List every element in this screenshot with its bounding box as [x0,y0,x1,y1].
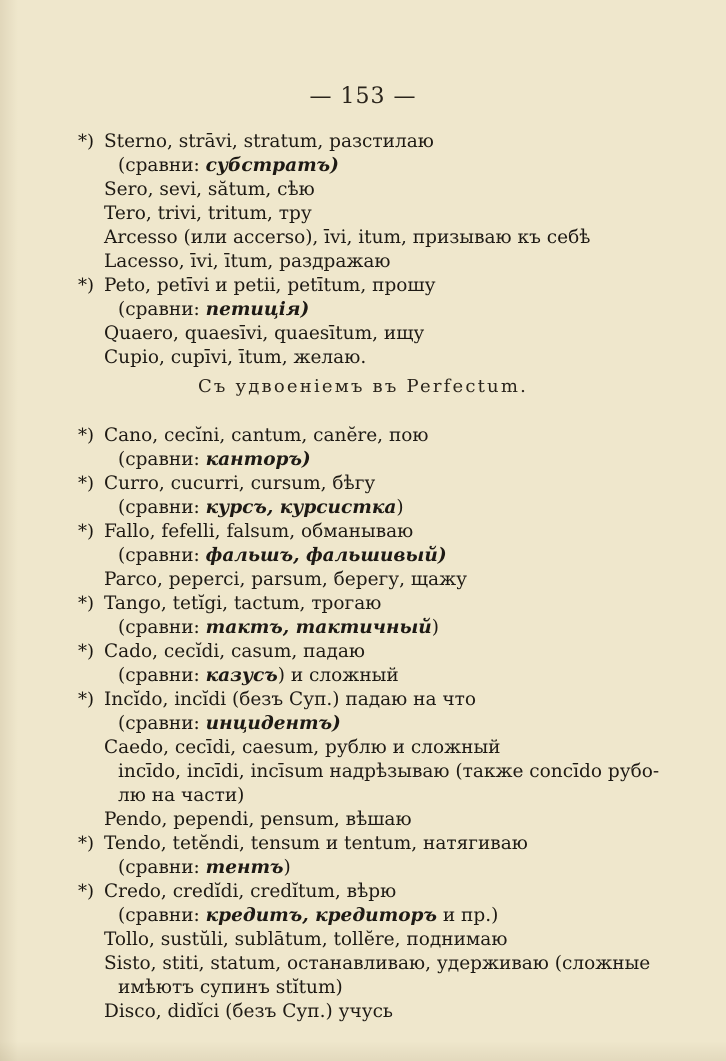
footnote-marker: *) [77,131,94,152]
text-segment: incīdo, incīdi, incīsum надрѣзываю (также concīdo рубо- [118,761,660,782]
text-line [0,784,726,808]
text-segment: Sterno, strāvi, stratum, разстилаю [104,131,434,152]
italic-example: казусъ [205,665,278,686]
text-segment: Disco, didĭci (безъ Суп.) учусь [104,1001,394,1022]
text-line [0,496,726,520]
text-segment: Lacesso, īvi, ītum, раздражаю [104,251,391,272]
text-line [0,856,726,880]
text-segment: Tendo, tetĕndi, tensum и tentum, натягиваю [104,833,528,854]
line-text [118,448,311,472]
text-segment: (сравни: [118,449,206,470]
text-segment: (сравни: [118,497,206,518]
line-text [104,274,436,298]
italic-example: инцидентъ) [205,713,341,734]
text-segment: Cano, cecĭni, cantum, canĕre, пою [104,425,429,446]
italic-example: петиція) [205,299,310,320]
text-line [0,298,726,322]
text-line [0,808,726,832]
text-segment: ) [431,617,439,638]
line-text [104,1000,393,1024]
italic-example: фальшъ, фальшивый) [205,545,447,566]
text-line [0,736,726,760]
text-line [0,472,726,496]
section-heading: Съ удвоеніемъ въ Perfectum. [197,376,529,397]
text-segment: Cupio, cupīvi, ītum, желаю. [104,347,367,368]
text-segment: и пр.) [436,905,499,926]
line-text [104,130,434,154]
italic-example: кредитъ, кредиторъ [205,905,437,926]
text-segment: (сравни: [118,713,206,734]
text-line [0,520,726,544]
line-text [118,976,343,1000]
text-line [0,202,726,226]
text-segment: Pendo, pependi, pensum, вѣшаю [104,809,412,830]
text-segment: Credo, credĭdi, credĭtum, вѣрю [104,881,397,902]
footnote-marker: *) [77,881,94,902]
text-line [0,880,726,904]
line-text [118,154,339,178]
line-text [104,808,412,832]
text-segment: Fallo, fefelli, falsum, обманываю [104,521,414,542]
text-line [0,250,726,274]
line-text [104,880,396,904]
line-text [118,664,399,688]
text-segment: (сравни: [118,905,206,926]
text-line [0,928,726,952]
text-line [0,448,726,472]
italic-example: тентъ [205,857,284,878]
text-line [0,178,726,202]
line-text [118,298,309,322]
text-line [0,592,726,616]
italic-example: канторъ) [205,449,311,470]
footnote-marker: *) [77,689,94,710]
text-line [0,832,726,856]
text-segment: (сравни: [118,155,206,176]
text-line [0,760,726,784]
text-segment: Tango, tetĭgi, tactum, трогаю [104,593,382,614]
footnote-marker: *) [77,425,94,446]
line-text [104,424,429,448]
text-segment: (сравни: [118,545,206,566]
text-line [0,904,726,928]
text-line [0,130,726,154]
text-segment: Tollo, sustŭli, sublātum, tollĕre, поднимаю [104,929,508,950]
text-segment: ) [396,497,404,518]
line-text [118,712,341,736]
text-segment: Peto, petīvi и petii, petītum, прошу [104,275,436,296]
text-line [0,1000,726,1024]
text-segment: (сравни: [118,299,206,320]
line-text [118,760,659,784]
footnote-marker: *) [77,521,94,542]
italic-example: субстратъ) [205,155,339,176]
line-text [104,226,590,250]
footnote-marker: *) [77,833,94,854]
line-text [104,250,391,274]
text-segment: Quaero, quaesīvi, quaesītum, ищу [104,323,425,344]
text-segment: Incĭdo, incĭdi (безъ Суп.) падаю на что [104,689,476,710]
line-text [104,472,375,496]
line-text [104,568,467,592]
page-number: — 153 — [309,84,417,109]
text-line [0,322,726,346]
italic-example: курсъ, курсистка [205,497,397,518]
text-segment: имѣютъ супинъ stĭtum) [118,977,343,998]
text-segment: (сравни: [118,665,206,686]
text-line [0,616,726,640]
line-text [118,544,447,568]
text-line [0,274,726,298]
text-segment: Curro, cucurri, cursum, бѣгу [104,473,376,494]
text-segment: Arcesso (или accerso), īvi, itum, призываю къ себѣ [104,227,591,248]
text-line [0,226,726,250]
line-text [118,904,498,928]
line-text [118,496,404,520]
footnote-marker: *) [77,473,94,494]
footnote-marker: *) [77,641,94,662]
line-text [104,832,528,856]
line-text [104,688,476,712]
text-segment: ) и сложный [277,665,399,686]
line-text [104,520,413,544]
text-line [0,712,726,736]
line-text [104,202,312,226]
text-segment: Caedo, cecīdi, caesum, рублю и сложный [104,737,501,758]
text-line [0,568,726,592]
text-segment: Parco, peperci, parsum, берегу, щажу [104,569,467,590]
text-segment: Cado, cecĭdi, casum, падаю [104,641,366,662]
text-line [0,664,726,688]
text-segment: лю на части) [118,785,245,806]
line-text [104,178,315,202]
footnote-marker: *) [77,593,94,614]
text-line [0,688,726,712]
line-text [104,928,507,952]
text-segment: (сравни: [118,617,206,638]
line-text [104,322,424,346]
line-text [118,856,291,880]
line-text [118,616,439,640]
line-text [104,346,366,370]
text-segment: ) [283,857,291,878]
text-segment: Sero, sevi, sătum, сѣю [104,179,315,200]
line-text [104,952,650,976]
text-line [0,952,726,976]
italic-example: тактъ, тактичный [205,617,432,638]
line-text [104,736,501,760]
text-line [0,424,726,448]
text-line [0,544,726,568]
text-line [0,346,726,370]
text-segment: Tero, trivi, tritum, тру [104,203,312,224]
line-text [104,640,365,664]
line-text [104,592,381,616]
text-segment: Sisto, stiti, statum, останавливаю, удерживаю (сложные [104,953,651,974]
text-line [0,640,726,664]
text-line [0,154,726,178]
text-segment: (сравни: [118,857,206,878]
text-line [0,976,726,1000]
line-text [118,784,244,808]
footnote-marker: *) [77,275,94,296]
